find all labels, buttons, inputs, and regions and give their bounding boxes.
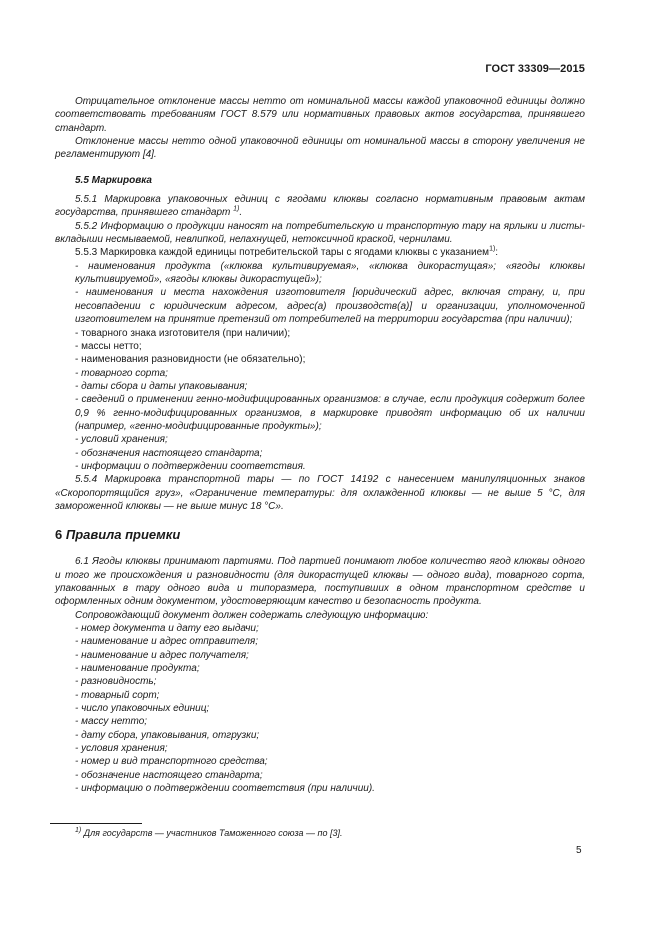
list-item: - товарный сорт; <box>75 689 160 701</box>
list-item: - сведений о применении генно-модифицированных организмов: в случае, если продукция содержит более 0,9 % генно-модифицированных организмов, в маркировке приводят информацию об их наличии (например, «генно-модифицированные продукты»); <box>75 394 585 432</box>
paragraph-mass-deviation: Отрицательное отклонение массы нетто от номинальной массы каждой упаковочной единицы должно соответствовать требованиям ГОСТ 8.579 или нормативных правовых актов государства, принявшего стандарт. <box>55 96 585 134</box>
list-item: - наименование и адрес отправителя; <box>75 636 259 648</box>
list-item: - число упаковочных единиц; <box>75 703 210 715</box>
section-6-heading: Правила приемки <box>65 527 181 543</box>
paragraph-mass-deviation-up: Отклонение массы нетто одной упаковочной единицы от номинальной массы в сторону увеличения не регламентируют [4]. <box>55 136 585 161</box>
list-item: - номер и вид транспортного средства; <box>75 756 268 768</box>
list-item: - товарного знака изготовителя (при наличии); <box>75 327 291 339</box>
paragraph-5-5-4: 5.5.4 Маркировка транспортной тары — по ГОСТ 14192 с нанесением манипуляционных знаков «Скоропортящийся груз», «Ограничение температуры: для охлажденной клюквы — не выше 5 °С, для замороженной клюквы — не выше минус 18 °С». <box>55 474 585 512</box>
footnote-ref: 1) <box>489 246 496 254</box>
footnote-text: Для государств — участников Таможенного союза — по [3]. <box>83 828 343 838</box>
footnote-divider <box>50 823 142 824</box>
list-item: - массы нетто; <box>75 340 142 352</box>
section-6-title <box>55 527 585 543</box>
paragraph-5-5-2: 5.5.2 Информацию о продукции наносят на потребительскую и транспортную тару на ярлыки и листы-вкладыши несмываемой, невлипкой, нелахнущей, нетоксичной краской, чернилами. <box>55 220 585 246</box>
list-item: - массу нетто; <box>75 716 148 728</box>
paragraph-5-5-3 <box>55 246 585 259</box>
document-body <box>55 95 585 796</box>
paragraph-5-5-1-text: 5.5.1 Маркировка упаковочных единиц с ягодами клюквы согласно нормативным правовым актам государства, принявшего стандарт <box>55 194 585 219</box>
list-item: - номер документа и дату его выдачи; <box>75 623 259 635</box>
list-item: - обозначение настоящего стандарта; <box>75 769 263 781</box>
list-item: - информации о подтверждении соответствия. <box>75 460 306 472</box>
list-item: - наименование продукта; <box>75 663 200 675</box>
paragraph-5-5-1 <box>55 193 585 220</box>
paragraph-6-1: 6.1 Ягоды клюквы принимают партиями. Под партией понимают любое количество ягод клюквы одного и того же происхождения и разновидности (для дикорастущей клюквы — одного вида), товарного сорта, упакованных в тару одного вида и типоразмера, поступивших в одном транспортном средстве и оформленных одним документом, удостоверяющим качество и безопасность продукта. <box>55 556 585 608</box>
list-item: - наименования разновидности (не обязательно); <box>75 354 306 366</box>
list-item: - дату сбора, упаковывания, отгрузки; <box>75 729 260 741</box>
paragraph-5-5-3-end: : <box>495 247 499 259</box>
list-item: - разновидность; <box>75 676 157 688</box>
footnote-ref: 1) <box>233 206 240 214</box>
list-item: - товарного сорта; <box>75 367 168 379</box>
paragraph-6-1-doc: Сопровождающий документ должен содержать следующую информацию: <box>75 609 429 621</box>
list-item: - условия хранения; <box>75 743 168 755</box>
page-number: 5 <box>576 845 582 856</box>
paragraph-5-5-3-text: 5.5.3 Маркировка каждой единицы потребительской тары с ягодами клюквы с указанием <box>75 247 490 259</box>
list-item: - информацию о подтверждении соответствия (при наличии). <box>75 783 375 795</box>
list-item: - условий хранения; <box>75 434 168 446</box>
section-6-number: 6 <box>55 527 63 543</box>
paragraph-5-5-1-end: . <box>239 207 243 219</box>
list-item: - даты сбора и даты упаковывания; <box>75 380 248 392</box>
section-5-5-title: 5.5 Маркировка <box>75 174 152 186</box>
footnote <box>75 828 343 838</box>
list-item: - обозначения настоящего стандарта; <box>75 447 263 459</box>
list-item: - наименование и адрес получателя; <box>75 649 249 661</box>
standard-header: ГОСТ 33309—2015 <box>485 63 585 75</box>
list-item: - наименования продукта («клюква культивируемая», «клюква дикорастущая»; «ягоды клюквы культивируемой», «ягоды клюквы дикорастущей»); <box>75 260 585 286</box>
footnote-mark: 1) <box>75 827 82 834</box>
list-item: - наименования и места нахождения изготовителя [юридический адрес, включая страну, и, при несовпадении с юридическим адресом, адрес(а) производств(а)] и организации, уполномоченной изготовителем на принятие претензий от потребителей на территории государства (при наличии); <box>75 287 585 326</box>
spacer <box>55 162 585 174</box>
